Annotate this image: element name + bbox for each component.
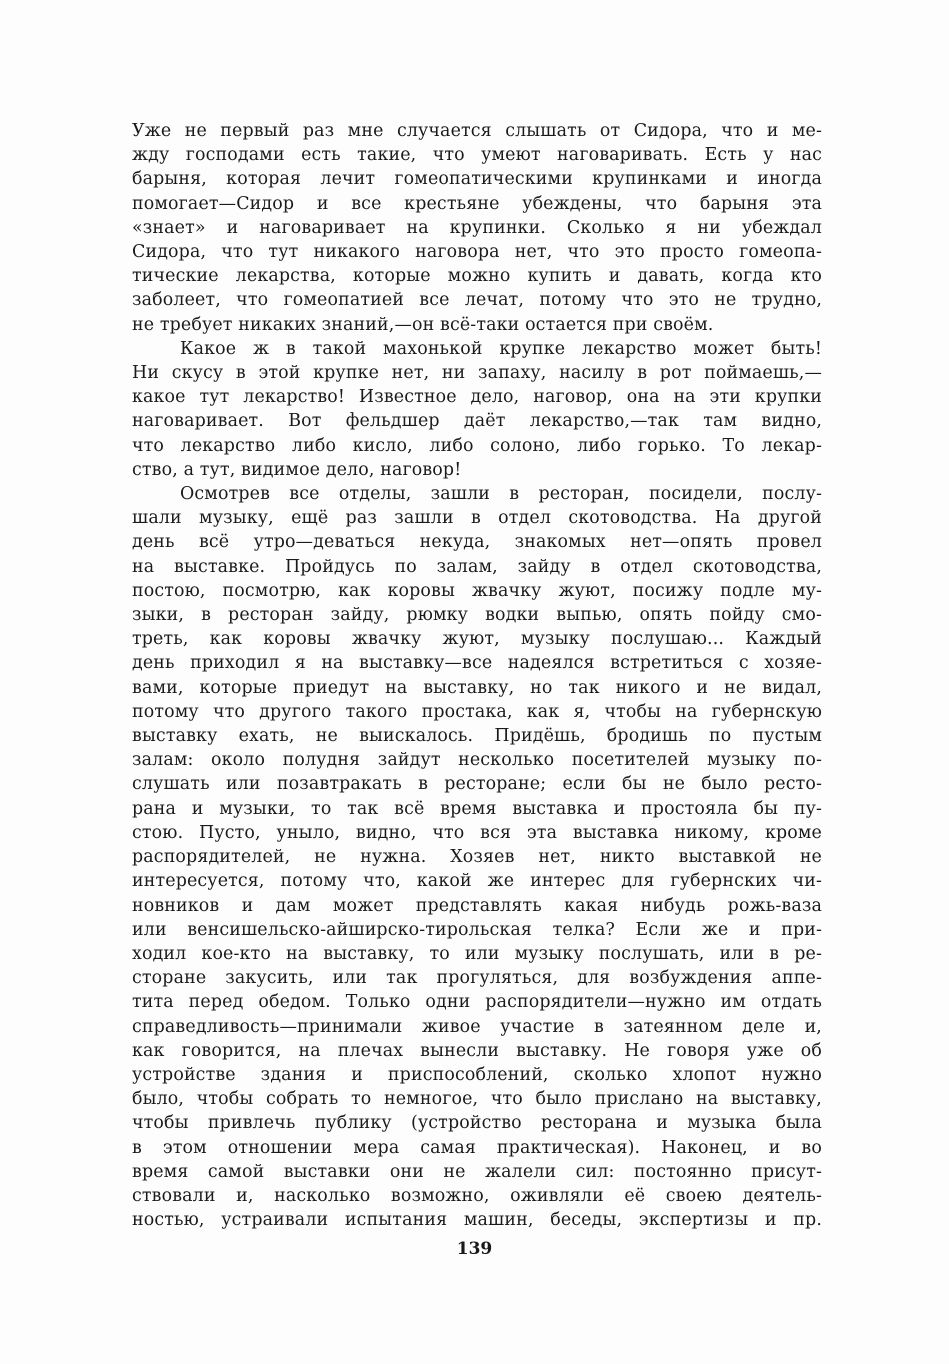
text-line: «знает» и наговаривает на крупинки. Сколько я ни убеждал	[132, 217, 822, 238]
text-line: заболеет, что гомеопатией все лечат, потому что это не трудно,	[132, 290, 822, 311]
text-line: на выставке. Пройдусь по залам, зайду в отдел скотоводства,	[132, 556, 822, 577]
paragraph	[132, 119, 822, 337]
text-line: наговаривает. Вот фельдшер даёт лекарство,—так там видно,	[132, 411, 822, 432]
text-line: зыки, в ресторан зайду, рюмку водки выпью, опять пойду смо-	[132, 605, 822, 626]
text-line: Какое ж в такой махонькой крупке лекарство может быть!	[180, 338, 822, 359]
text-line: Уже не первый раз мне случается слышать от Сидора, что и ме-	[132, 121, 822, 141]
paragraph	[132, 337, 822, 482]
text-line: тита перед обедом. Только одни распорядители—нужно им отдать	[132, 992, 822, 1013]
text-line: устройстве здания и приспособлений, сколько хлопот нужно	[132, 1064, 822, 1085]
text-line: постою, посмотрю, как коровы жвачку жуют, посижу подле му-	[132, 580, 822, 601]
text-line: или венсишельско-айширско-тирольская телка? Если же и при-	[132, 919, 822, 940]
text-line: распорядителей, не нужна. Хозяев нет, никто выставкой не	[132, 847, 822, 868]
text-line: помогает—Сидор и все крестьяне убеждены, что барыня эта	[132, 193, 822, 214]
text-line: стою. Пусто, уныло, видно, что вся эта выставка никому, кроме	[132, 822, 822, 843]
text-line: потому что другого такого простака, как я, чтобы на губернскую	[132, 701, 822, 722]
text-line: жду господами есть такие, что умеют наговаривать. Есть у нас	[132, 145, 822, 166]
text-line: треть, как коровы жвачку жуют, музыку послушаю... Каждый	[132, 629, 822, 650]
text-line: рана и музыки, то так всё время выставка и простояла бы пу-	[132, 798, 822, 819]
body-text	[132, 119, 822, 1232]
text-line: чтобы привлечь публику (устройство ресторана и музыка была	[132, 1113, 822, 1134]
text-line: новников и дам может представлять какая нибудь рожь-ваза	[132, 895, 822, 916]
text-line: ствовали и, насколько возможно, оживляли её своею деятель-	[132, 1185, 822, 1206]
text-line: в этом отношении мера самая практическая). Наконец, и во	[132, 1137, 822, 1158]
text-line: ностью, устраивали испытания машин, беседы, экспертизы и пр.	[132, 1210, 822, 1231]
text-line: справедливость—принимали живое участие в затеянном деле и,	[132, 1016, 822, 1037]
text-line: день приходил я на выставку—все надеялся встретиться с хозяе-	[132, 653, 822, 674]
text-line: залам: около полудня зайдут несколько посетителей музыку по-	[132, 750, 822, 771]
page-number: 139	[456, 1239, 493, 1259]
text-line: ство, а тут, видимое дело, наговор!	[132, 459, 462, 480]
text-line: не требует никаких знаний,—он всё-таки остается при своём.	[132, 314, 714, 335]
text-line: вами, которые приедут на выставку, но так никого и не видал,	[132, 677, 822, 698]
text-line: сторане закусить, или так прогуляться, для возбуждения аппе-	[132, 968, 822, 989]
text-line: шали музыку, ещё раз зашли в отдел скотоводства. На другой	[132, 508, 822, 529]
text-line: время самой выставки они не жалели сил: постоянно присут-	[132, 1161, 822, 1182]
text-line: Осмотрев все отделы, зашли в ресторан, посидели, послу-	[180, 484, 822, 505]
paragraph	[132, 482, 822, 1232]
text-line: интересуется, потому что, какой же интерес для губернских чи-	[132, 871, 822, 892]
text-line: какое тут лекарство! Известное дело, наговор, она на эти крупки	[132, 387, 822, 408]
text-line: Сидора, что тут никакого наговора нет, что это просто гомеопа-	[132, 242, 822, 263]
text-line: барыня, которая лечит гомеопатическими крупинками и иногда	[132, 169, 822, 190]
text-line: ходил кое-кто на выставку, то или музыку послушать, или в ре-	[132, 943, 822, 964]
text-line: было, чтобы собрать то немногое, что было прислано на выставку,	[132, 1089, 822, 1110]
text-line: слушать или позавтракать в ресторане; если бы не было ресто-	[132, 774, 822, 795]
text-line: что лекарство либо кисло, либо солоно, либо горько. То лекар-	[132, 435, 822, 456]
text-line: тические лекарства, которые можно купить и давать, когда кто	[132, 266, 822, 287]
text-line: выставку ехать, не выискалось. Придёшь, бродишь по пустым	[132, 726, 822, 747]
text-line: как говорится, на плечах вынесли выставку. Не говоря уже об	[132, 1040, 822, 1061]
text-line: день всё утро—деваться некуда, знакомых нет—опять провел	[132, 532, 822, 553]
text-line: Ни скусу в этой крупке нет, ни запаху, насилу в рот поймаешь,—	[132, 363, 822, 384]
